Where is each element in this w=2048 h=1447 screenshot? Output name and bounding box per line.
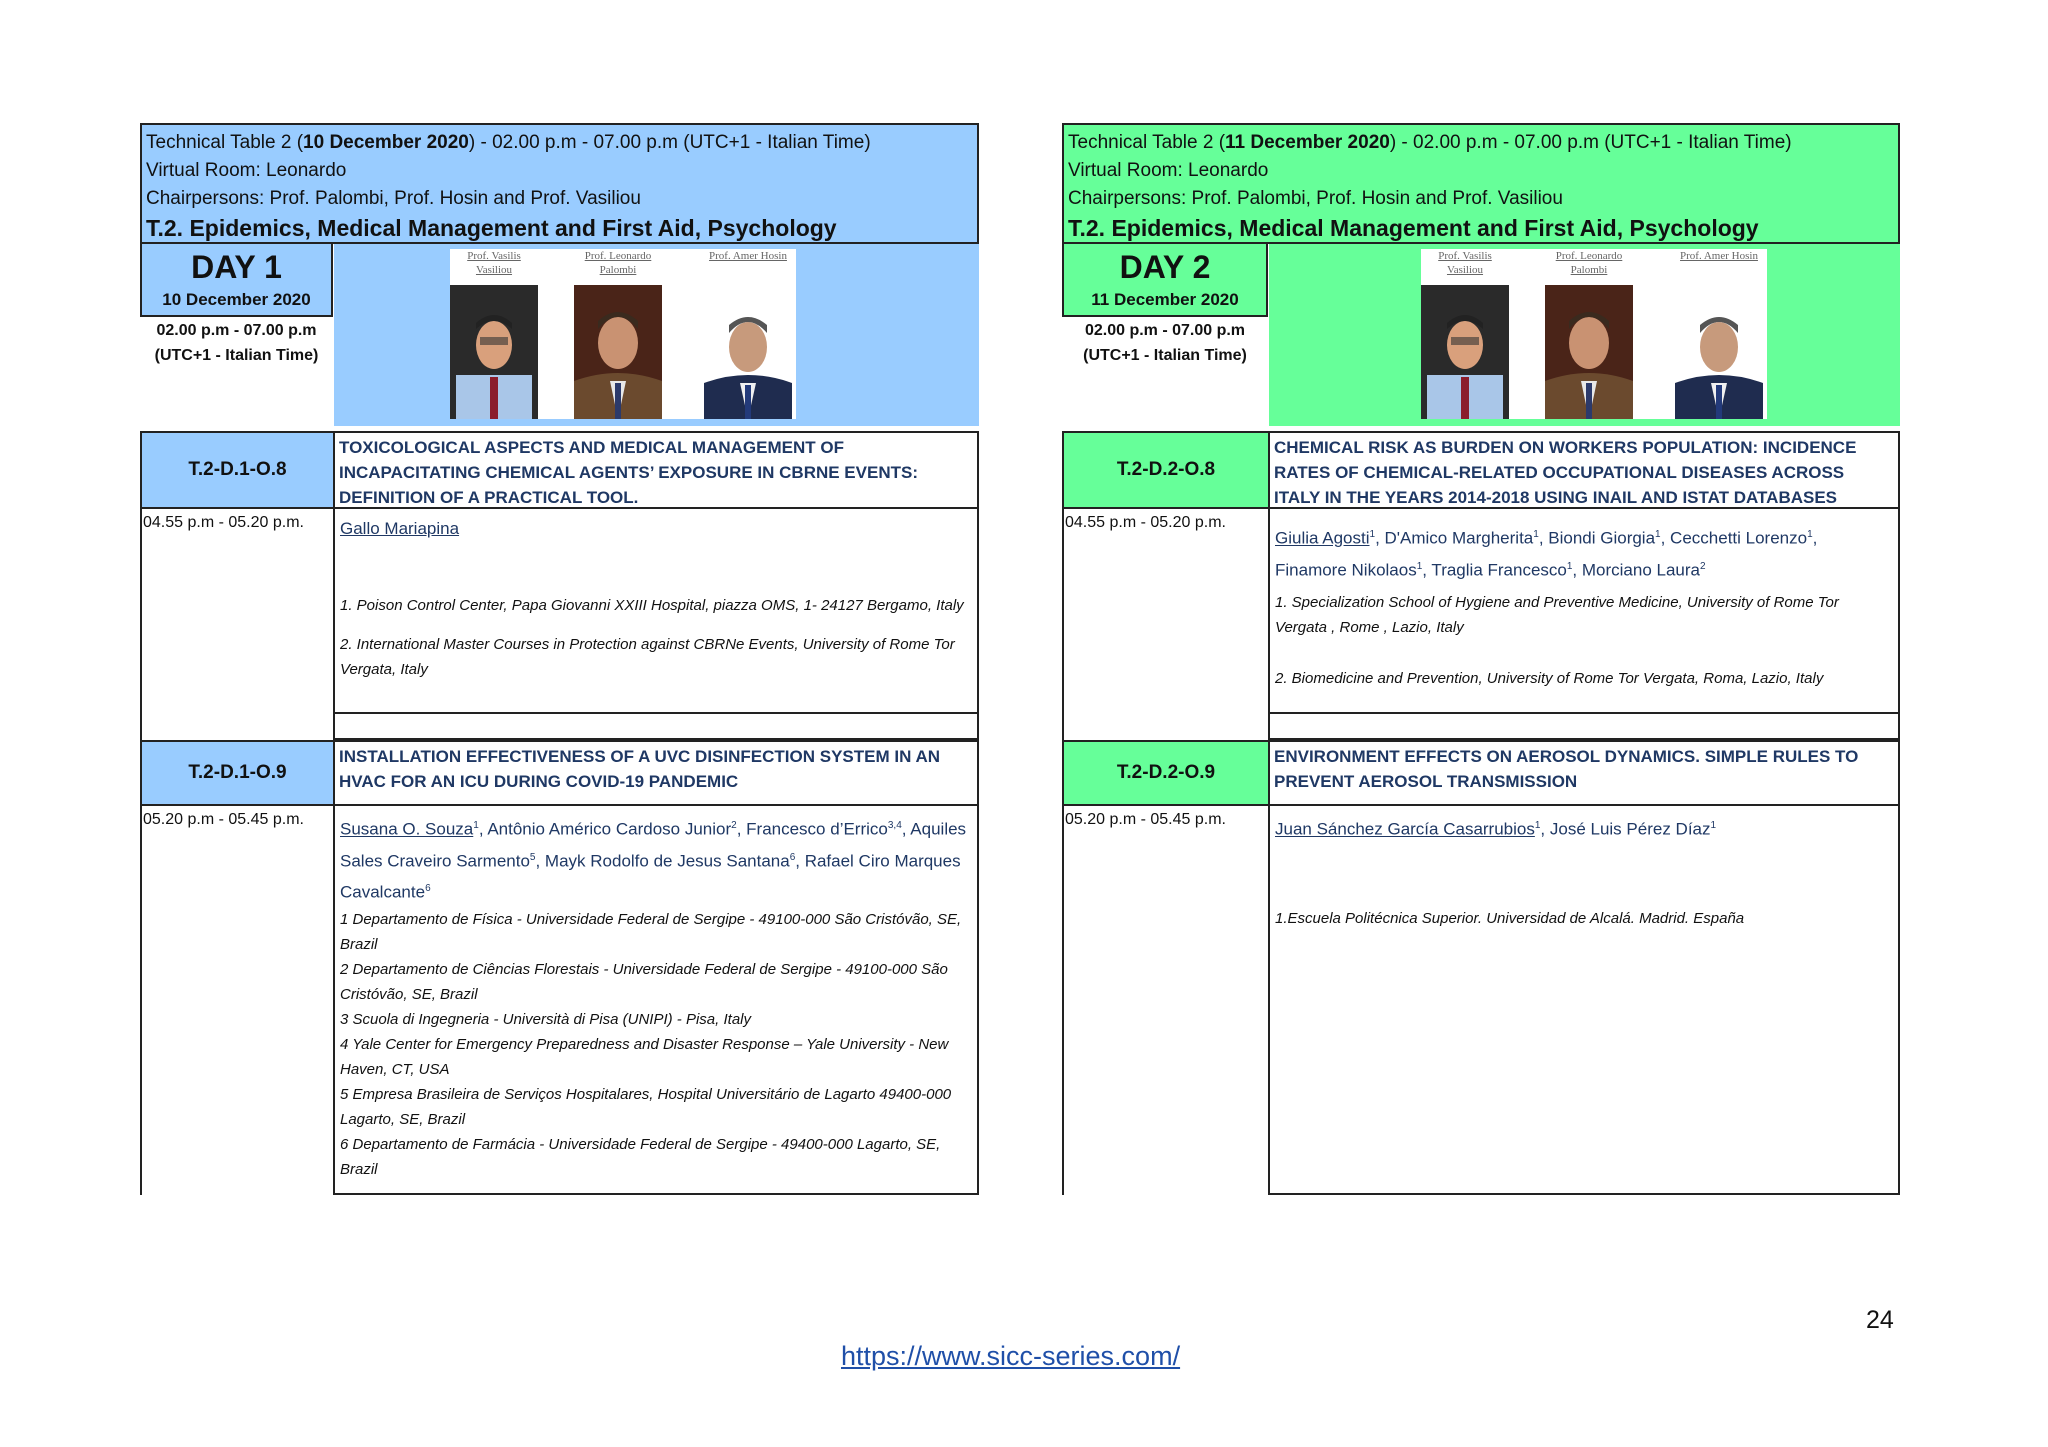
affiliation: 1. Specialization School of Hygiene and Preventive Medicine, University of Rome Tor Vergata , Rome , Lazio, Italy — [1275, 594, 1839, 637]
author-link[interactable]: Juan Sánchez García Casarrubios — [1275, 819, 1535, 839]
day-number: DAY 2 — [1119, 249, 1211, 285]
chair-photo — [1675, 249, 1763, 419]
column-divider — [1062, 714, 1064, 740]
session-date-line: Technical Table 2 (11 December 2020) - 02.00 p.m - 07.00 p.m (UTC+1 - Italian Time) — [1068, 132, 1792, 153]
day2-column — [1062, 123, 1900, 1195]
column-divider — [140, 714, 142, 740]
author-link[interactable]: Gallo Mariapina — [340, 519, 460, 538]
talk — [1062, 431, 1900, 714]
column-divider — [1062, 806, 1064, 1195]
day-time-zone: (UTC+1 - Italian Time) — [1083, 347, 1247, 364]
talk — [1062, 740, 1900, 1195]
photo-strip — [1421, 249, 1767, 419]
column-divider — [140, 806, 142, 1195]
talk-body — [1268, 509, 1900, 714]
session-date-line: Technical Table 2 (10 December 2020) - 02.00 p.m - 07.00 p.m (UTC+1 - Italian Time) — [146, 132, 871, 153]
session-header — [140, 123, 979, 244]
talk-time: 05.20 p.m - 05.45 p.m. — [143, 811, 304, 828]
portrait-icon — [1421, 285, 1509, 419]
talk-time: 05.20 p.m - 05.45 p.m. — [1065, 811, 1226, 828]
affiliation: 2 Departamento de Ciências Florestais - Universidade Federal de Sergipe - 49100-000 São Cristóvão, SE, Brazil — [340, 960, 948, 1003]
day-time — [1062, 318, 1268, 368]
talk-code: T.2-D.1-O.8 — [140, 431, 335, 509]
session-topic: T.2. Epidemics, Medical Management and First Aid, Psychology — [1068, 215, 1759, 241]
day1-column — [140, 123, 979, 1195]
affiliation: 6 Departamento de Farmácia - Universidade Federal de Sergipe - 49400-000 Lagarto, SE, Brazil — [340, 1135, 941, 1178]
day-row — [140, 244, 979, 426]
footer-link[interactable]: https://www.sicc-series.com/ — [841, 1341, 1181, 1371]
author-link[interactable]: Susana O. Souza — [340, 819, 474, 839]
talk-code: T.2-D.2-O.8 — [1062, 431, 1270, 509]
day-time-range: 02.00 p.m - 07.00 p.m — [156, 322, 317, 339]
talk-body — [333, 806, 979, 1195]
day-box — [140, 244, 333, 438]
authors: Giulia Agosti$^1$, D'Amico Margherita$^1$, Biondi Giorgia$^1$, Cecchetti Lorenzo$^1$, Finamore Nikolaos$^1$, Traglia Francesco$^1$, Morciano Laura$^2$ — [1275, 528, 1818, 580]
authors: Juan Sánchez García Casarrubios$^1$, José Luis Pérez Díaz$^1$ — [1275, 819, 1717, 839]
talk-code: T.2-D.2-O.9 — [1062, 740, 1270, 806]
talk-title: INSTALLATION EFFECTIVENESS OF A UVC DISINFECTION SYSTEM IN AN HVAC FOR AN ICU DURING COVID-19 PANDEMIC — [333, 740, 979, 806]
session-header — [1062, 123, 1900, 244]
affiliation: 5 Empresa Brasileira de Serviços Hospitalares, Hospital Universitário de Lagarto 49400-000 Lagarto, SE, Brazil — [340, 1085, 952, 1128]
affiliation: 2. Biomedicine and Prevention, University of Rome Tor Vergata, Roma, Lazio, Italy — [1275, 670, 1824, 688]
authors: Susana O. Souza$^1$, Antônio Américo Cardoso Junior$^2$, Francesco d’Errico$^{3,4}$, Aquiles Sales Craveiro Sarmento$^5$, Mayk Rodolfo de Jesus Santana$^6$, Rafael Ciro Marques Cavalcante$^6$ — [340, 819, 967, 902]
day-label — [1062, 244, 1268, 317]
session-topic: T.2. Epidemics, Medical Management and First Aid, Psychology — [146, 215, 837, 241]
chairperson-photos — [1269, 244, 1900, 426]
chair-photo — [1421, 249, 1509, 419]
affiliation: 4 Yale Center for Emergency Preparedness and Disaster Response – Yale University - New Haven, CT, USA — [340, 1035, 949, 1078]
affiliation: 1.Escuela Politécnica Superior. Universidad de Alcalá. Madrid. España — [1275, 909, 1745, 927]
talk-body — [333, 509, 979, 714]
virtual-room: Virtual Room: Leonardo — [1068, 160, 1269, 181]
day-label — [140, 244, 333, 317]
talk-code: T.2-D.1-O.9 — [140, 740, 335, 806]
day-date: 10 December 2020 — [162, 290, 311, 309]
portrait-icon — [1545, 285, 1633, 419]
day-box — [1062, 244, 1268, 438]
photo-strip — [450, 249, 796, 419]
authors — [340, 515, 972, 543]
chair-name: Prof. Amer Hosin — [1680, 250, 1758, 262]
chairperson-photos — [334, 244, 979, 426]
affiliation: 2. International Master Courses in Protection against CBRNe Events, University of Rome Tor Vergata, Italy — [340, 636, 955, 678]
day-row — [1062, 244, 1900, 426]
day-date: 11 December 2020 — [1091, 290, 1239, 309]
chair-photo — [1545, 249, 1633, 419]
column-divider — [140, 509, 142, 714]
day-time-zone: (UTC+1 - Italian Time) — [154, 347, 319, 364]
talk-time: 04.55 p.m - 05.20 p.m. — [143, 514, 304, 531]
talk-title: TOXICOLOGICAL ASPECTS AND MEDICAL MANAGEMENT OF INCAPACITATING CHEMICAL AGENTS’ EXPOSURE IN CBRNE EVENTS: DEFINITION OF A PRACTICAL TOOL. — [333, 431, 979, 509]
affiliation: 1. Poison Control Center, Papa Giovanni XXIII Hospital, piazza OMS, 1- 24127 Bergamo, Italy — [340, 597, 964, 614]
chair-name: Prof. Vasilis Vasiliou — [1438, 250, 1492, 276]
day-time-range: 02.00 p.m - 07.00 p.m — [1084, 322, 1246, 339]
affiliation: 3 Scuola di Ingegneria - Università di Pisa (UNIPI) - Pisa, Italy — [340, 1010, 751, 1028]
chair-name: Prof. Amer Hosin — [709, 250, 787, 262]
talk — [140, 740, 979, 1195]
day-number: DAY 1 — [191, 249, 282, 285]
chair-photo — [450, 249, 538, 419]
talk-time: 04.55 p.m - 05.20 p.m. — [1065, 514, 1226, 531]
chairpersons: Chairpersons: Prof. Palombi, Prof. Hosin and Prof. Vasiliou — [146, 188, 641, 209]
virtual-room: Virtual Room: Leonardo — [146, 160, 347, 181]
talk-title: CHEMICAL RISK AS BURDEN ON WORKERS POPULATION: INCIDENCE RATES OF CHEMICAL-RELATED OCCUPATIONAL DISEASES ACROSS ITALY IN THE YEARS 2014-2018 USING INAIL AND ISTAT DATABASES — [1268, 431, 1900, 509]
chair-photo — [704, 249, 792, 419]
column-divider — [1062, 509, 1064, 714]
portrait-icon — [704, 285, 792, 419]
chairpersons: Chairpersons: Prof. Palombi, Prof. Hosin and Prof. Vasiliou — [1068, 188, 1563, 209]
portrait-icon — [1675, 285, 1763, 419]
author-link[interactable]: Giulia Agosti — [1275, 528, 1370, 548]
chair-name: Prof. Vasilis Vasiliou — [467, 250, 521, 276]
chair-name: Prof. Leonardo Palombi — [1555, 250, 1623, 276]
portrait-icon — [574, 285, 662, 419]
talk-body — [1268, 806, 1900, 1195]
spacer-row — [333, 714, 979, 740]
page-number: 24 — [1866, 1306, 1894, 1334]
talk — [140, 431, 979, 714]
spacer-row — [1268, 714, 1900, 740]
day-time — [140, 318, 333, 368]
affiliation: 1 Departamento de Física - Universidade Federal de Sergipe - 49100-000 São Cristóvão, SE, Brazil — [340, 910, 962, 953]
talk-title: ENVIRONMENT EFFECTS ON AEROSOL DYNAMICS. SIMPLE RULES TO PREVENT AEROSOL TRANSMISSION — [1268, 740, 1900, 806]
chair-name: Prof. Leonardo Palombi — [584, 250, 652, 276]
chair-photo — [574, 249, 662, 419]
portrait-icon — [450, 285, 538, 419]
